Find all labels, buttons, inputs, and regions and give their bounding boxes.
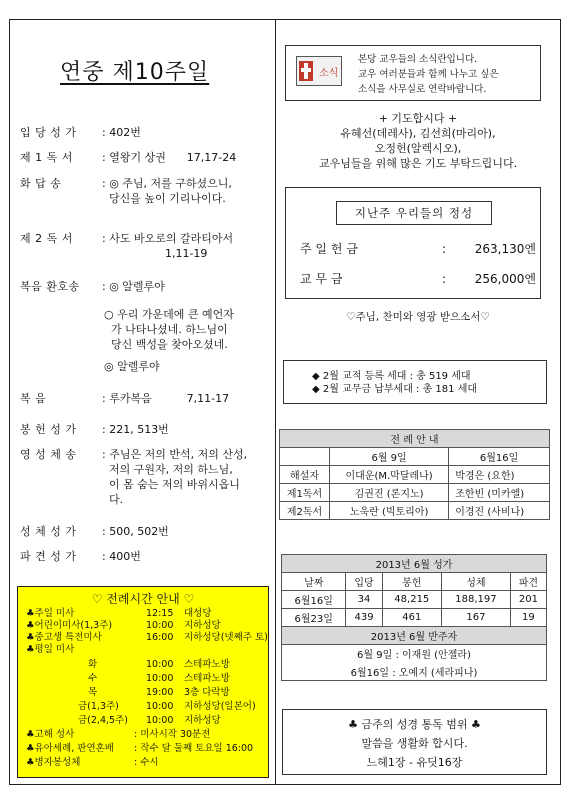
offering-box [285, 187, 541, 299]
order-value: : 루카복음 7,11-17 [102, 392, 230, 405]
order-label: 복 음 [20, 392, 47, 405]
liturgy-title: 전 례 안 내 [280, 430, 550, 448]
hymn-header: 성체 [442, 573, 511, 591]
stats-line: ◆ 2월 교무금 납부세대 : 총 181 세대 [312, 384, 478, 395]
notice-line: 교우 여러분들과 함께 나누고 싶은 [358, 69, 499, 80]
bible-title: ♣ 금주의 성경 통독 범위 ♣ [348, 718, 481, 731]
order-value: : 400번 [102, 550, 141, 563]
liturgy-table [279, 429, 550, 520]
hymn-cell: 188,197 [442, 591, 511, 609]
notice-box [285, 45, 541, 101]
order-label: 입 당 성 가 [20, 126, 77, 139]
liturgy-cell: 노욱란 (빅토리아) [330, 502, 449, 520]
liturgy-cell: 이대운(M.막달레나) [330, 466, 449, 484]
notice-line: 본당 교우들의 소식란입니다. [358, 54, 478, 65]
order-value: : ◎ 알렐루야 [102, 280, 165, 293]
order-value: : ◎ 주님, 저를 구하셨으니, 당신을 높이 기리나이다. [102, 177, 232, 205]
accompanist-line: 6월 9일 : 이재원 (안젤라) [282, 645, 547, 663]
order-value: : 500, 502번 [102, 525, 169, 538]
bible-slogan: 말씀을 생활화 합시다. [361, 737, 468, 750]
hymn-title: 2013년 6월 성가 [282, 555, 547, 573]
prayer-line: 교우님들을 위해 많은 기도 부탁드립니다. [318, 157, 518, 170]
prayer-line: 유혜선(데레사), 김선희(마리아), [340, 127, 496, 140]
order-label: 영 성 체 송 [20, 448, 77, 461]
offering-row: 주 일 헌 금 : 263,130엔 [300, 242, 536, 256]
hymn-cell: 461 [382, 609, 441, 627]
prayer-line: + 기도합시다 + [378, 112, 458, 125]
guide-item: ♣평일 미사 [26, 644, 75, 655]
page-title: 연중 제10주일 [60, 60, 210, 85]
hymn-cell: 167 [442, 609, 511, 627]
logo-text: 소식 [319, 68, 339, 79]
guide-item: ♣중고생 특전미사 16:00 지하성당(넷째주 토) [26, 632, 268, 643]
hymn-table [281, 554, 547, 681]
notice-line: 소식을 사무실로 연락바랍니다. [358, 84, 487, 95]
right-column [276, 19, 560, 785]
order-value: : 열왕기 상권 17,17-24 [102, 151, 237, 164]
notice-text [358, 52, 536, 97]
order-label: 제 2 독 서 [20, 232, 73, 245]
liturgy-role: 제1독서 [280, 484, 330, 502]
order-label: 복음 환호송 [20, 280, 80, 293]
liturgy-cell: 김권진 (론지노) [330, 484, 449, 502]
order-value: : 주님은 저의 반석, 저의 산성, 저의 구원자, 저의 하느님, 이 몸 숨는 저의 바위시옵니 다. [102, 448, 248, 506]
order-label: 봉 헌 성 가 [20, 423, 77, 436]
liturgy-date: 6월16일 [449, 448, 550, 466]
hymn-cell: 201 [510, 591, 546, 609]
hymn-cell: 19 [510, 609, 546, 627]
hymn-cell: 6월23일 [282, 609, 346, 627]
acclamation-end: ◎ 알렐루야 [104, 360, 160, 373]
liturgy-role: 해설자 [280, 466, 330, 484]
hymn-cell: 439 [346, 609, 382, 627]
guide-item: ♣병자봉성체 : 수시 [26, 757, 159, 768]
order-label: 제 1 독 서 [20, 151, 73, 164]
order-label: 성 체 성 가 [20, 525, 77, 538]
guide-title: ♡ 전례시간 안내 ♡ [91, 592, 195, 606]
mass-time-guide: ♡ 전례시간 안내 ♡ ♣주일 미사 12:15 대성당 ♣어린이미사(1,3주) 10:00 지하성당 ♣중고생 특전미사 16:00 지하성당(넷째주 토) ♣평일 미사 화 10:00 스테파노방 수 10:00 스테파노방 목 19:00 3층 다락방 금(1,3주) 10:00 지하성당(일본어) 금(2,4,5주) 10:00 지하성당 ♣고해 성사 : 미사시작 30분전 ♣유아세례, 판연혼배 : 작수 달 둘째 토요일 16:00 ♣병자봉성체 : 수시 [17, 586, 269, 778]
hymn-header: 파견 [510, 573, 546, 591]
hymn-cell: 48,215 [382, 591, 441, 609]
liturgy-cell: 박경은 (요한) [449, 466, 550, 484]
order-value: : 221, 513번 [102, 423, 169, 436]
news-logo-icon [296, 56, 342, 86]
order-label: 파 견 성 가 [20, 550, 77, 563]
left-column [10, 19, 275, 785]
guide-item: ♣어린이미사(1,3주) 10:00 지하성당 [26, 620, 221, 631]
blessing-text: ♡주님, 찬미와 영광 받으소서♡ [346, 311, 490, 323]
guide-item: ♣고해 성사 : 미사시작 30분전 [26, 729, 211, 740]
stats-line: ◆ 2월 교적 등록 세대 : 총 519 세대 [312, 371, 471, 382]
guide-item: ♣주일 미사 12:15 대성당 [26, 608, 212, 619]
guide-item: ♣유아세례, 판연혼배 : 작수 달 둘째 토요일 16:00 [26, 743, 254, 754]
order-label: 화 답 송 [20, 177, 62, 190]
prayer-line: 오정헌(알렉시오), [374, 142, 462, 155]
liturgy-date: 6월 9일 [330, 448, 449, 466]
accompanist-line: 6월16일 : 오예지 (세라피나) [282, 663, 547, 681]
acclamation-verse: ○ 우리 가운데에 큰 예언자 가 나타나셨네. 하느님이 당신 백성을 찾아오셨네. [104, 308, 234, 351]
hymn-header: 봉헌 [382, 573, 441, 591]
offering-title: 지난주 우리들의 정성 [336, 201, 492, 225]
order-value: : 사도 바오로의 갈라티아서 1,11-19 [102, 232, 234, 260]
offering-row: 교 무 금 : 256,000엔 [300, 272, 536, 286]
hymn-cell: 34 [346, 591, 382, 609]
liturgy-cell: 조한빈 (미카엘) [449, 484, 550, 502]
hymn-header: 입당 [346, 573, 382, 591]
order-value: : 402번 [102, 126, 141, 139]
liturgy-corner [280, 448, 330, 466]
liturgy-cell: 이경진 (사비나) [449, 502, 550, 520]
liturgy-role: 제2독서 [280, 502, 330, 520]
accompanist-title: 2013년 6월 반주자 [282, 627, 547, 645]
hymn-cell: 6월16일 [282, 591, 346, 609]
hymn-header: 날짜 [282, 573, 346, 591]
bible-reading-box [282, 709, 547, 775]
bible-range: 느헤1장 - 유딧16장 [366, 756, 463, 769]
prayer-request [276, 111, 560, 171]
registration-stats [283, 360, 547, 404]
